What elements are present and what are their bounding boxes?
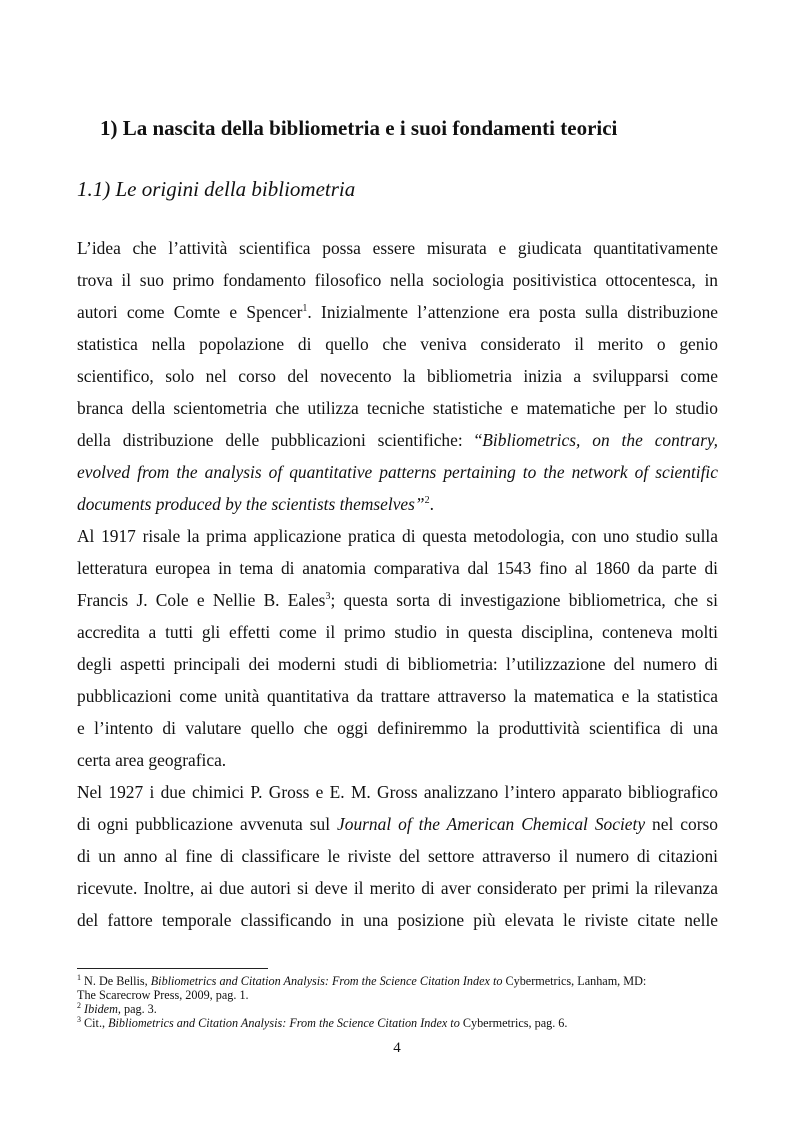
footnote-text: pag. 3. bbox=[120, 1002, 157, 1016]
text-span: del fattore temporale classificando in una posizione più elevata le riviste citate nelle bbox=[77, 910, 718, 930]
text-span: nel corso bbox=[645, 814, 718, 834]
text-span: accredita a tutti gli effetti come il primo studio in questa disciplina, conteneva molti bbox=[77, 622, 718, 642]
text-line bbox=[77, 840, 718, 872]
text-line bbox=[77, 520, 718, 552]
text-line bbox=[77, 712, 718, 744]
text-span: Nel 1927 i due chimici P. Gross e E. M. Gross analizzano l’intero apparato bibliografico bbox=[77, 782, 718, 802]
text-line bbox=[77, 616, 718, 648]
text-span: certa area geografica. bbox=[77, 750, 227, 770]
text-line bbox=[77, 296, 718, 328]
text-span: e l’intento di valutare quello che oggi definiremmo la produttività scientifica di una bbox=[77, 718, 718, 738]
text-span: letteratura europea in tema di anatomia comparativa dal 1543 fino al 1860 da parte di bbox=[77, 558, 718, 578]
text-span: Al 1917 risale la prima applicazione pratica di questa metodologia, con uno studio sulla bbox=[77, 526, 718, 546]
quote-italic: documents produced by the scientists themselves bbox=[77, 494, 415, 514]
footnote-text: N. De Bellis, bbox=[81, 974, 151, 988]
quote-close: ” bbox=[414, 494, 425, 514]
footnotes bbox=[77, 974, 718, 1030]
text-span: L’idea che l’attività scientifica possa essere misurata e giudicata quantitativamente bbox=[77, 238, 718, 258]
text-span: trova il suo primo fondamento filosofico nella sociologia positivistica ottocentesca, in bbox=[77, 270, 718, 290]
text-span: statistica nella popolazione di quello che veniva considerato il merito o genio bbox=[77, 334, 718, 354]
text-line bbox=[77, 360, 718, 392]
text-span: pubblicazioni come unità quantitativa da trattare attraverso la matematica e la statistica bbox=[77, 686, 718, 706]
text-span: della distribuzione delle pubblicazioni scientifiche: “ bbox=[77, 430, 483, 450]
footnote-text: Cybermetrics, bbox=[502, 974, 575, 988]
text-line bbox=[77, 488, 718, 520]
quote-italic: Bibliometrics, on the contrary, bbox=[482, 430, 718, 450]
journal-title: Journal of the American Chemical Society bbox=[337, 814, 646, 834]
text-line bbox=[77, 552, 718, 584]
text-line bbox=[77, 392, 718, 424]
text-line bbox=[77, 584, 718, 616]
footnote-number: 2 bbox=[77, 1000, 81, 1010]
text-line bbox=[77, 744, 718, 776]
text-span: di ogni pubblicazione avvenuta sul bbox=[77, 814, 338, 834]
text-line bbox=[77, 904, 718, 936]
text-span: ricevute. Inoltre, ai due autori si deve il merito di aver considerato per primi la rilevanza bbox=[77, 878, 718, 898]
text-line bbox=[77, 872, 718, 904]
footnote-book-title: Bibliometrics and Citation Analysis: From the Science Citation Index to bbox=[150, 974, 503, 988]
footnote-ref: 1 bbox=[302, 303, 308, 315]
footnote-3 bbox=[77, 1016, 718, 1030]
text-line bbox=[77, 648, 718, 680]
text-line bbox=[77, 456, 718, 488]
text-span: scientifico, solo nel corso del novecento la bibliometria inizia a svilupparsi come bbox=[77, 366, 718, 386]
footnote-text: Cit., bbox=[81, 1016, 109, 1030]
footnote-1 bbox=[77, 974, 718, 988]
text-span: Francis J. Cole e Nellie B. Eales bbox=[77, 590, 326, 610]
section-title: 1.1) Le origini della bibliometria bbox=[77, 177, 356, 201]
text-line bbox=[77, 328, 718, 360]
footnote-text: pag. 6. bbox=[531, 1016, 568, 1030]
footnote-divider bbox=[77, 968, 268, 969]
footnote-1-cont bbox=[77, 988, 718, 1002]
text-line bbox=[77, 232, 718, 264]
footnote-text: Lanham, MD: bbox=[574, 974, 647, 988]
chapter-title: 1) La nascita della bibliometria e i suoi fondamenti teorici bbox=[100, 116, 618, 140]
footnote-text: The Scarecrow Press, 2009, pag. 1. bbox=[77, 988, 249, 1002]
page-number: 4 bbox=[393, 1040, 401, 1056]
quote-italic: evolved from the analysis of quantitative patterns pertaining to the network of scientific bbox=[77, 462, 718, 482]
text-line bbox=[77, 808, 718, 840]
text-span: di un anno al fine di classificare le riviste del settore attraverso il numero di citazioni bbox=[77, 846, 718, 866]
footnote-italic: Ibidem, bbox=[84, 1002, 121, 1016]
text-line bbox=[77, 424, 718, 456]
footnote-number: 1 bbox=[77, 972, 81, 982]
text-line bbox=[77, 680, 718, 712]
text-span: branca della scientometria che utilizza tecniche statistiche e matematiche per lo studio bbox=[77, 398, 718, 418]
text-span: ; questa sorta di investigazione bibliometrica, che si bbox=[330, 590, 718, 610]
text-span: autori come Comte e Spencer bbox=[77, 302, 303, 322]
text-line bbox=[77, 264, 718, 296]
footnote-book-title: Bibliometrics and Citation Analysis: From the Science Citation Index to bbox=[108, 1016, 460, 1030]
text-line bbox=[77, 776, 718, 808]
footnote-text: Cybermetrics, bbox=[459, 1016, 532, 1030]
text-span: degli aspetti principali dei moderni studi di bibliometria: l’utilizzazione del numero di bbox=[77, 654, 718, 674]
text-span: . Inizialmente l’attenzione era posta sulla distribuzione bbox=[307, 302, 718, 322]
footnote-ref: 3 bbox=[325, 591, 331, 603]
footnote-2 bbox=[77, 1002, 718, 1016]
footnote-number: 3 bbox=[77, 1014, 81, 1024]
footnote-ref: 2 bbox=[424, 495, 430, 507]
body-text bbox=[77, 232, 718, 936]
text-span: . bbox=[429, 494, 434, 514]
